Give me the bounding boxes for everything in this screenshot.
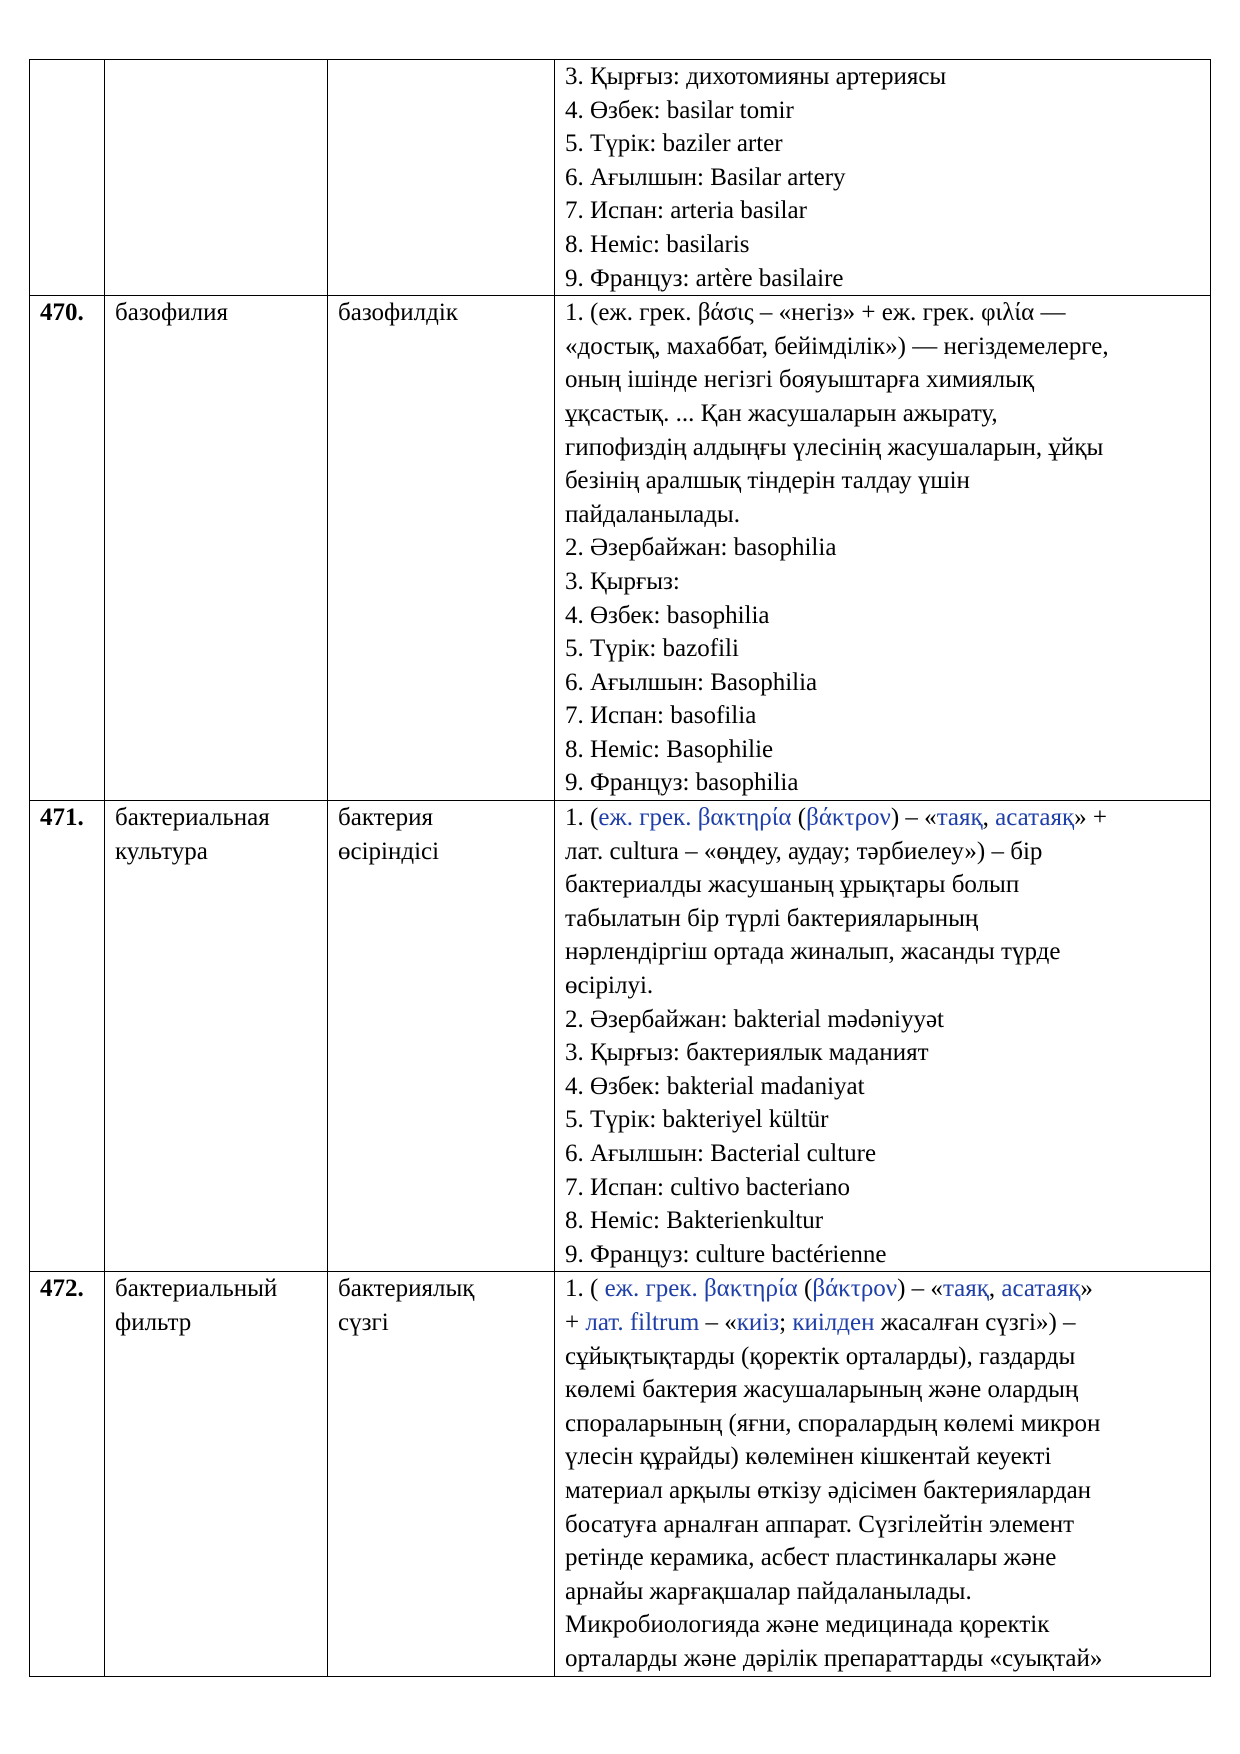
definition-line: арнайы жарғақшалар пайдаланылады. [565, 1577, 972, 1605]
entry-number [30, 60, 105, 296]
definition-line: 4. Өзбек: bakterial madaniyat [565, 1072, 865, 1100]
table-row [30, 296, 1211, 801]
russian-term-line: базофилия [115, 299, 228, 327]
kazakh-term-line: базофилдік [338, 299, 458, 327]
text-run: ( [791, 804, 807, 832]
definition-cell [555, 801, 1211, 1272]
definition-line: 8. Неміс: Bakterienkultur [565, 1207, 824, 1235]
definition-line: 3. Қырғыз: бактериялык маданият [565, 1039, 929, 1067]
kazakh-term-line: өсіріндісі [338, 837, 440, 865]
russian-term [105, 801, 328, 1272]
definition-cell [555, 60, 1211, 296]
definition-line: 6. Ағылшын: Bacterial culture [565, 1140, 877, 1167]
definition-line: спораларының (яғни, споралардың көлемі микрон [565, 1409, 1101, 1437]
russian-term [105, 296, 328, 801]
definition-line: оның ішінде негізгі бояуыштарға химиялық [565, 366, 1035, 394]
definition-line: 3. Қырғыз: [565, 567, 680, 595]
kazakh-term [328, 801, 555, 1272]
kazakh-term-line: бактериялық [338, 1275, 475, 1303]
definition-line: босатуға арналған аппарат. Сүзгілейтін элемент [565, 1510, 1075, 1538]
text-run: жасалған сүзгі») – [874, 1308, 1076, 1336]
definition-line: 9. Француз: culture bactérienne [565, 1240, 887, 1268]
definition-line: үлесін құрайды) көлемінен кішкентай кеуекті [565, 1443, 1052, 1471]
definition-line: Микробиологияда және медицинада қоректік [565, 1611, 1050, 1639]
kazakh-term-line: сүзгі [338, 1308, 389, 1336]
definition-line: гипофиздің алдыңғы үлесінің жасушаларын, ұйқы [565, 433, 1104, 461]
definition-line: көлемі бактерия жасушаларының және олардың [565, 1376, 1079, 1404]
etymology-link[interactable]: лат. filtrum [585, 1308, 700, 1336]
etymology-link[interactable]: βάκτρον [812, 1275, 898, 1303]
entry-number: 470. [30, 296, 105, 801]
definition-line: өсірілуі. [565, 972, 654, 1000]
kazakh-term [328, 60, 555, 296]
definition-line: «достық, махаббат, бейімділік») — негіздемелерге, [565, 332, 1109, 360]
definition-line: 8. Неміс: basilaris [565, 230, 750, 258]
russian-term-line: фильтр [115, 1308, 192, 1336]
etymology-link[interactable]: таяқ [942, 1275, 989, 1303]
text-run: » + [1074, 804, 1107, 832]
definition-line: 7. Испан: basofilia [565, 702, 757, 730]
definition-line: материал арқылы өткізу әдісімен бактериялардан [565, 1476, 1092, 1504]
definition-line: нәрлендіргіш ортада жиналып, жасанды түрде [565, 938, 1061, 966]
definition-line: 9. Француз: basophilia [565, 769, 799, 797]
kazakh-term [328, 296, 555, 801]
etymology-link[interactable]: асатаяқ [1001, 1275, 1081, 1303]
dictionary-table [29, 59, 1211, 1677]
table-row [30, 1272, 1211, 1676]
etymology-link[interactable]: киіз [736, 1308, 780, 1336]
definition-line: 7. Испан: arteria basilar [565, 197, 807, 225]
entry-number: 471. [30, 801, 105, 1272]
text-run: ( [797, 1275, 813, 1303]
definition-line: 5. Түрік: bazofili [565, 635, 739, 663]
text-run: ) – « [890, 804, 937, 832]
definition-line: 4. Өзбек: basophilia [565, 601, 770, 629]
russian-term [105, 60, 328, 296]
text-run: + [565, 1308, 586, 1336]
definition-line: 2. Әзербайжан: bakterial mədəniyyət [565, 1005, 944, 1033]
table-row [30, 801, 1211, 1272]
definition-line: табылатын бір түрлі бактерияларының [565, 904, 979, 932]
definition-line: 5. Түрік: baziler arter [565, 130, 783, 158]
definition-line: 6. Ағылшын: Basilar artery [565, 163, 846, 191]
definition-line: 2. Әзербайжан: basophilia [565, 534, 837, 562]
definition-line: 4. Өзбек: basilar tomir [565, 96, 794, 124]
definition-line: лат. cultura – «өңдеу, аудау; тәрбиелеу») – бір [565, 837, 1043, 865]
etymology-link[interactable]: асатаяқ [995, 804, 1075, 832]
etymology-link[interactable]: киілден [792, 1308, 875, 1336]
definition-line [565, 1306, 1204, 1340]
text-run: 1. ( [565, 1275, 605, 1303]
text-run: ) – « [897, 1275, 943, 1303]
definition-line: 7. Испан: cultivo bacteriano [565, 1173, 850, 1201]
russian-term-line: бактериальная [115, 804, 270, 832]
etymology-link[interactable]: таяқ [936, 804, 983, 832]
etymology-link[interactable]: βάκτρον [806, 804, 891, 832]
definition-line [565, 1272, 1204, 1306]
definition-line: пайдаланылады. [565, 500, 740, 528]
russian-term [105, 1272, 328, 1676]
definition-line: ретінде керамика, асбест пластинкалары және [565, 1544, 1057, 1572]
definition-line: безінің аралшық тіндерін талдау үшін [565, 467, 970, 495]
entry-number: 472. [30, 1272, 105, 1676]
definition-cell [555, 1272, 1211, 1676]
definition-line: сұйықтықтарды (қоректік орталарды), газдарды [565, 1342, 1076, 1370]
definition-line: ұқсастық. ... Қан жасушаларын ажырату, [565, 399, 998, 427]
definition-line: орталарды және дәрілік препараттарды «суықтай» [565, 1644, 1103, 1672]
text-run: » [1080, 1275, 1093, 1303]
definition-line [565, 801, 1204, 835]
text-run: ; [779, 1308, 793, 1336]
definition-line: 9. Француз: artère basilaire [565, 264, 844, 292]
russian-term-line: культура [115, 837, 208, 865]
definition-line: бактериалды жасушаның ұрықтары болып [565, 871, 1020, 899]
russian-term-line: бактериальный [115, 1275, 278, 1303]
definition-line: 3. Қырғыз: дихотомияны артериясы [565, 63, 947, 90]
table-row [30, 60, 1211, 296]
definition-line: 1. (еж. грек. βάσις – «негіз» + еж. грек. φιλία — [565, 299, 1066, 327]
etymology-link[interactable]: еж. грек. βακτηρία [604, 1275, 798, 1303]
text-run: , [988, 1275, 1002, 1303]
definition-line: 8. Неміс: Basophilie [565, 735, 774, 763]
text-run: , [982, 804, 996, 832]
etymology-link[interactable]: еж. грек. βακτηρία [598, 804, 792, 832]
definition-line: 6. Ағылшын: Basophilia [565, 668, 818, 696]
text-run: 1. ( [565, 804, 599, 832]
kazakh-term-line: бактерия [338, 804, 434, 832]
kazakh-term [328, 1272, 555, 1676]
definition-cell [555, 296, 1211, 801]
definition-line: 5. Түрік: bakteriyel kültür [565, 1106, 829, 1134]
text-run: – « [699, 1308, 737, 1336]
